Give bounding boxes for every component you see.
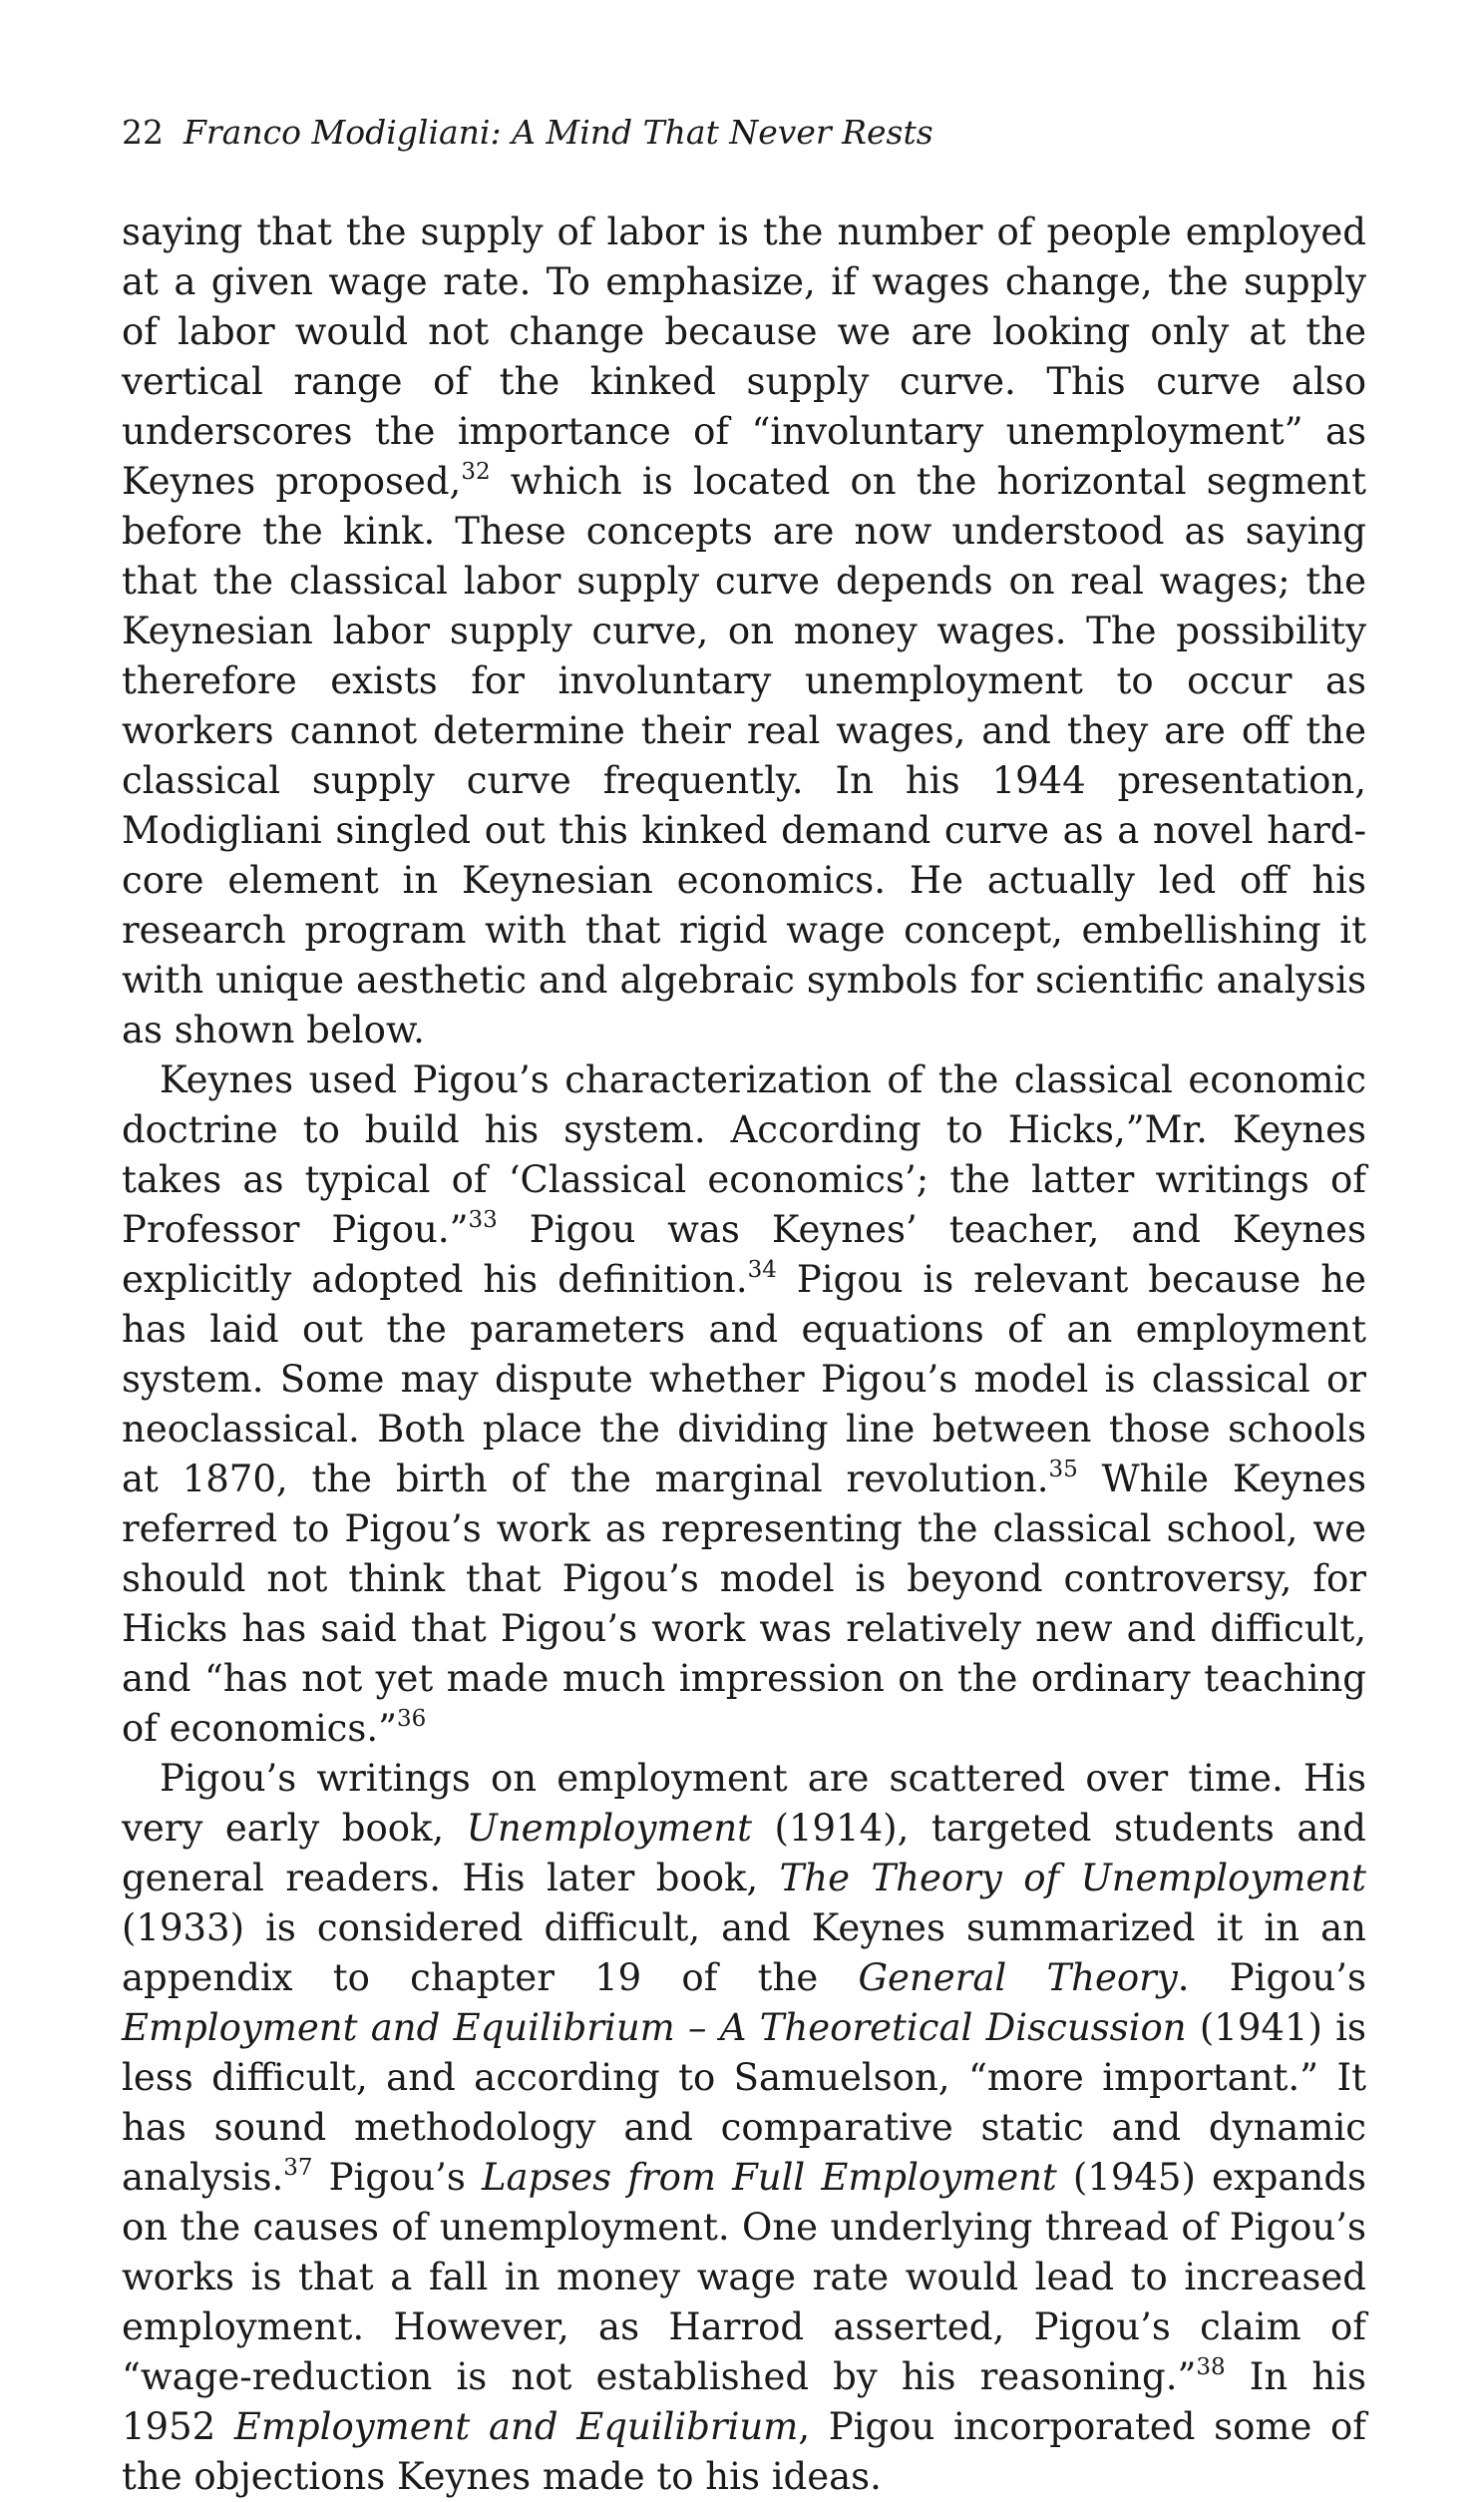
text-run: In his 1952 (122, 2355, 1366, 2448)
book-page (122, 110, 1366, 2502)
page-number: 22 (122, 113, 164, 152)
text-run: , Pigou incorporated some of the objections Keynes made to his ideas. (122, 2405, 1366, 2498)
footnote-marker: 38 (1196, 2354, 1226, 2380)
text-run: (1933) is considered difficult, and Keynes summarized it in an appendix to chapter 19 of the (122, 1906, 1366, 1999)
text-run: . Pigou’s (1177, 1956, 1366, 1999)
footnote-marker: 36 (397, 1706, 427, 1732)
footnote-marker: 33 (468, 1207, 498, 1233)
italic-title: The Theory of Unemployment (779, 1857, 1366, 1899)
italic-title: Lapses from Full Employment (481, 2156, 1057, 2199)
running-head (122, 110, 1366, 156)
text-run: Pigou is relevant because he has laid out the parameters and equations of an employment system. Some may dispute whether Pigou’s model is classical or neoclassical. Both place the dividing line between those schools at 1870, the birth of the marginal revolution. (122, 1258, 1366, 1500)
text-run: (1945) expands on the causes of unemployment. One underlying thread of Pigou’s works is that a fall in money wage rate would lead to increased employment. However, as Harrod asserted, Pigou’s claim of “wage-reduction is not established by his reasoning.” (122, 2156, 1366, 2398)
text-run: Keynes used Pigou’s characterization of the classical economic doctrine to build his system. According to Hicks,”Mr. Keynes takes as typical of ‘Classical economics’; the latter writings of Professor Pigou.” (122, 1058, 1366, 1251)
text-run: (1914), targeted students and general readers. His later book, (122, 1807, 1366, 1899)
paragraph-3 (122, 1754, 1366, 2502)
running-title: Franco Modigliani: A Mind That Never Rests (184, 113, 933, 152)
text-run: saying that the supply of labor is the number of people employed at a given wage rate. To emphasize, if wages change, the supply of labor would not change because we are looking only at the vertical range of the kinked supply curve. This curve also underscores the importance of “involuntary unemployment” as Keynes proposed, (122, 210, 1366, 503)
footnote-marker: 32 (461, 459, 491, 485)
text-run: Pigou’s writings on employment are scattered over time. His very early book, (122, 1757, 1366, 1850)
footnote-marker: 35 (1048, 1457, 1078, 1482)
italic-title: Employment and Equilibrium (233, 2405, 799, 2448)
text-run: which is located on the horizontal segment before the kink. These concepts are now understood as saying that the classical labor supply curve depends on real wages; the Keynesian labor supply curve, on money wages. The possibility therefore exists for involuntary unemployment to occur as workers cannot determine their real wages, and they are off the classical supply curve frequently. In his 1944 presentation, Modigliani singled out this kinked demand curve as a novel hard-core element in Keynesian economics. He actually led off his research program with that rigid wage concept, embellishing it with unique aesthetic and algebraic symbols for scientific analysis as shown below. (122, 460, 1366, 1051)
italic-title: Unemployment (466, 1807, 753, 1850)
italic-title: General Theory (858, 1956, 1178, 1999)
text-run: (1941) is less difficult, and according to Samuelson, “more important.” It has sound methodology and comparative static and dynamic analysis. (122, 2006, 1366, 2199)
footnote-marker: 34 (747, 1257, 777, 1283)
paragraph-1 (122, 208, 1366, 1055)
paragraph-2 (122, 1055, 1366, 1754)
footnote-marker: 37 (283, 2155, 313, 2181)
italic-title: Employment and Equilibrium – A Theoretical Discussion (122, 2006, 1187, 2049)
text-run: While Keynes referred to Pigou’s work as representing the classical school, we should not think that Pigou’s model is beyond controversy, for Hicks has said that Pigou’s work was relatively new and difficult, and “has not yet made much impression on the ordinary teaching of economics.” (122, 1458, 1367, 1750)
text-run: Pigou was Keynes’ teacher, and Keynes explicitly adopted his definition. (122, 1208, 1366, 1301)
text-run: Pigou’s (312, 2156, 482, 2199)
